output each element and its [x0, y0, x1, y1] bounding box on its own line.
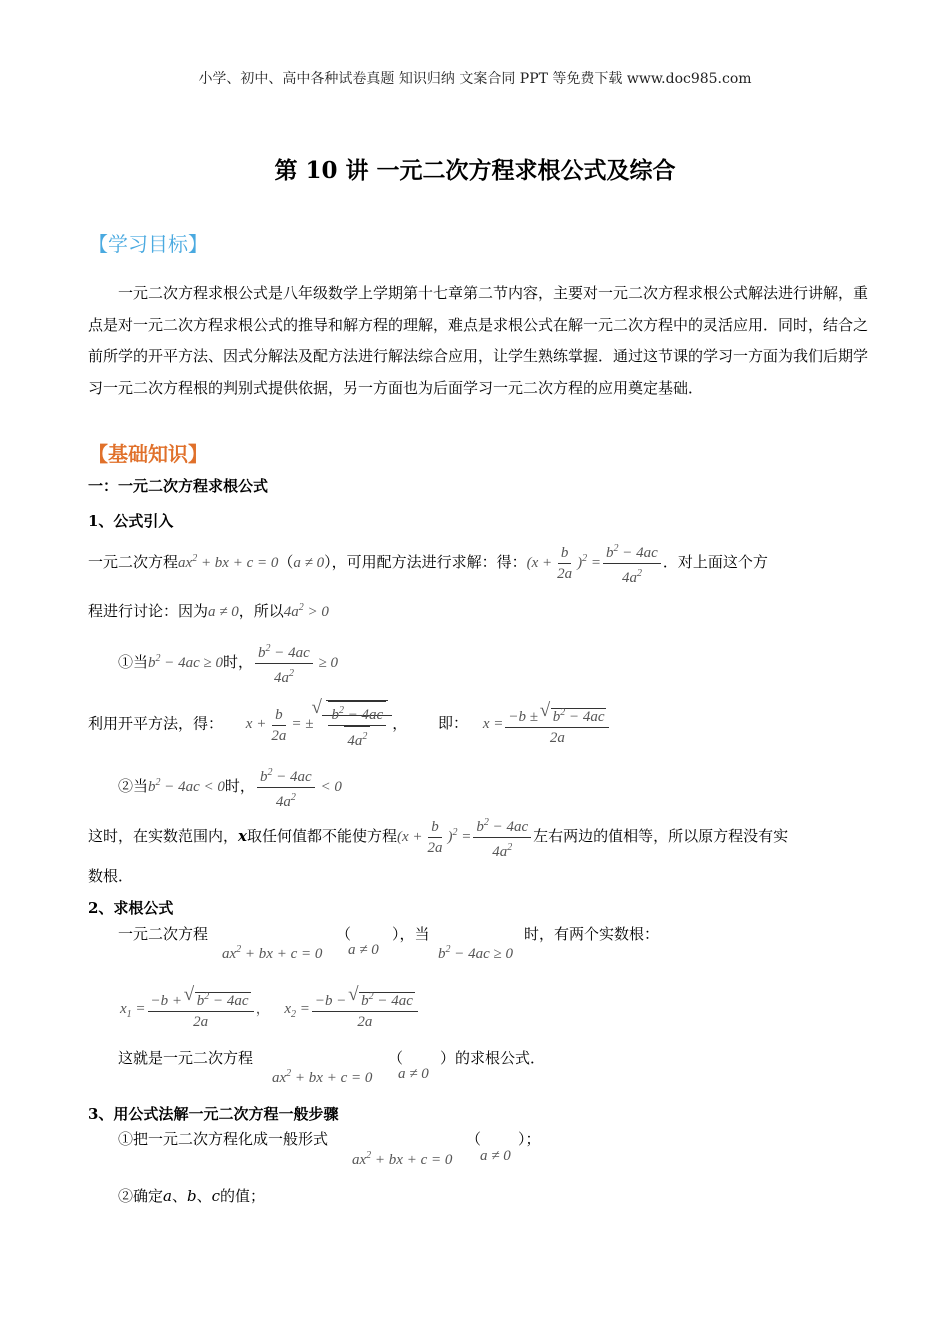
discriminant-nonneg: $b^2 - 4ac \ge 0$ — [148, 652, 224, 671]
variable-x: x — [238, 826, 247, 845]
text: 时， — [224, 776, 255, 795]
text: （ — [466, 1130, 482, 1148]
text: 时， — [223, 652, 254, 671]
text: ②确定 — [118, 1187, 164, 1205]
equation-general-form: $ax^2$ + bx + c = 0 — [178, 552, 279, 571]
case-2-line — [118, 764, 342, 811]
text: 即： — [438, 714, 469, 733]
equation-sqrt-step: x + $\frac{b}{2a}$ = ± √ $\frac{b^2 - 4ac}{4a^2}$ — [246, 716, 392, 732]
text: 这就是一元二次方程 — [118, 1049, 254, 1067]
subheading-intro: 1、公式引入 — [88, 512, 174, 530]
text: 的值； — [220, 1187, 266, 1205]
condition-a-nonzero: a ≠ 0 — [398, 1066, 429, 1082]
discriminant-nonneg: $b^2 - 4ac \ge 0$ — [438, 944, 514, 962]
text: ）的求根公式． — [440, 1049, 546, 1067]
text: （ — [388, 1049, 404, 1067]
condition-a-nonzero: a ≠ 0 — [208, 604, 239, 620]
condition-a-nonzero: a ≠ 0 — [293, 554, 325, 571]
case-1-line — [118, 640, 338, 687]
text: ），当 — [392, 925, 430, 943]
text: 左右两边的值相等，所以原方程没有实 — [533, 826, 789, 845]
subheading-steps: 3、用公式法解一元二次方程一般步骤 — [88, 1105, 339, 1123]
equation-x-result: x = $\frac{-b \pm √ b^2 - 4ac}{2a}$ — [483, 716, 612, 732]
root-x2: $x_2$ = $\frac{-b - √ b^2 - 4ac}{2a}$ — [284, 1001, 420, 1017]
derivation-line-1 — [88, 540, 768, 587]
variable-c: c — [211, 1187, 221, 1205]
equation-general-form: $ax^2$ + bx + c = 0 — [272, 1068, 373, 1086]
text: ．对上面这个方 — [662, 552, 768, 571]
section-learning-goals: 【学习目标】 — [88, 232, 208, 256]
fraction-nonneg: $\frac{b^2 - 4ac}{4a^2}$ ≥ 0 — [253, 655, 338, 671]
step-2-line — [118, 1186, 265, 1206]
equation-general-form: $ax^2$ + bx + c = 0 — [222, 944, 323, 962]
page-header: 小学、初中、高中各种试卷真题 知识归纳 文案合同 PPT 等免费下载 www.doc985.com — [198, 71, 752, 87]
condition-a-nonzero: a ≠ 0 — [480, 1148, 511, 1164]
text: 一元二次方程 — [88, 552, 179, 571]
derivation-line-5: 数根． — [88, 867, 134, 885]
variable-b: b — [186, 1187, 197, 1205]
section-basic-knowledge: 【基础知识】 — [88, 442, 208, 466]
heading-formula: 一：一元二次方程求根公式 — [88, 477, 269, 495]
inequality-4a2-positive: $4a^2 > 0$ — [283, 602, 329, 620]
text: ），可用配方法进行求解：得： — [324, 552, 527, 571]
derivation-line-4 — [88, 814, 788, 861]
page-title: 第 10 讲 一元二次方程求根公式及综合 — [274, 157, 676, 184]
text: 取任何值都不能使方程 — [246, 826, 397, 845]
text: ，所以 — [238, 602, 284, 620]
text: （ — [278, 552, 294, 571]
text: 这时，在实数范围内， — [88, 826, 239, 845]
derivation-line-3 — [88, 700, 611, 750]
text: 时，有两个实数根： — [524, 925, 660, 943]
text: 利用开平方法，得： — [88, 714, 224, 733]
text: （ — [336, 925, 352, 943]
text: ①当 — [118, 652, 149, 671]
text: 、 — [171, 1187, 187, 1205]
discriminant-negative: $b^2 - 4ac < 0$ — [148, 776, 225, 795]
equation-general-form: $ax^2$ + bx + c = 0 — [352, 1150, 453, 1168]
equation-completed-square: (x + $\frac{b}{2a}$ )$^2$ = $\frac{b^2 - 4ac}{4a^2}$ — [527, 555, 663, 571]
fraction-negative: $\frac{b^2 - 4ac}{4a^2}$ < 0 — [255, 779, 342, 795]
text: ， — [392, 714, 408, 733]
root-formulas: $x_1$ = $\frac{-b + √ b^2 - 4ac}{2a}$ ， $x_2$ = $\frac{-b - √ b^2 - 4ac}{2a}$ — [120, 988, 420, 1031]
derivation-line-2 — [88, 598, 329, 622]
root-x1: $x_1$ = $\frac{-b + √ b^2 - 4ac}{2a}$ — [120, 1001, 256, 1017]
text: 一元二次方程 — [118, 925, 209, 943]
condition-a-nonzero: a ≠ 0 — [348, 942, 379, 958]
text: 程进行讨论：因为 — [88, 602, 209, 620]
equation-completed-square: (x + $\frac{b}{2a}$ )$^2$ = $\frac{b^2 - 4ac}{4a^2}$ — [397, 829, 533, 845]
intro-paragraph: 一元二次方程求根公式是八年级数学上学期第十七章第二节内容，主要对一元二次方程求根公式解法进行讲解，重点是对一元二次方程求根公式的推导和解方程的理解，难点是求根公式在解一元二次方程中的灵活应用．同时，结合之前所学的开平方法、因式分解法及配方法进行解法综合应用，让学生熟练掌握．通过这节课的学习一方面为我们后期学习一元二次方程根的判别式提供依据，另一方面也为后面学习一元二次方程的应用奠定基础． — [88, 284, 869, 397]
text: ②当 — [118, 776, 149, 795]
text: ①把一元二次方程化成一般形式 — [118, 1130, 329, 1148]
text: ）； — [518, 1130, 541, 1148]
subheading-root-formula: 2、求根公式 — [88, 899, 174, 917]
variable-a: a — [163, 1187, 172, 1205]
text: 、 — [196, 1187, 212, 1205]
